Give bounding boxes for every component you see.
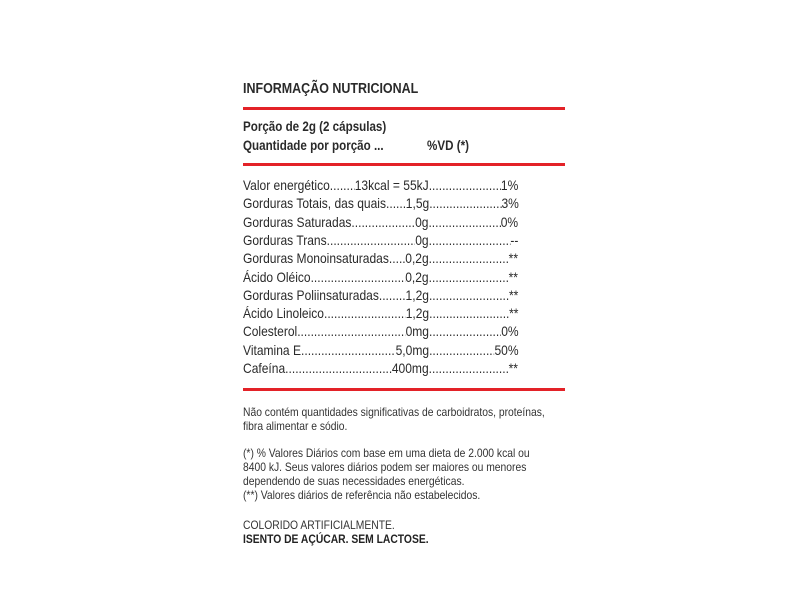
leader-dots (429, 287, 509, 303)
colorant-note: COLORIDO ARTIFICIALMENTE. (243, 518, 395, 532)
leader-dots (389, 250, 405, 266)
leader-dots (386, 195, 406, 211)
nutrient-vd: 3% (501, 195, 519, 212)
leader-dots (327, 232, 416, 248)
leader-dots (429, 250, 509, 266)
nutrient-row (243, 232, 565, 250)
nutrient-vd: 0% (500, 213, 519, 230)
nutrient-vd: 50% (494, 341, 519, 358)
nutrient-name: Gorduras Monoinsaturadas (243, 250, 389, 267)
note-line: Não contém quantidades significativas de carboidratos, proteínas, (243, 405, 545, 419)
nutrient-amount: 0mg (405, 323, 429, 340)
leader-dots (429, 305, 509, 321)
daily-values-note (243, 446, 570, 502)
leader-dots (330, 177, 355, 193)
not-significant-note (243, 405, 570, 433)
leader-dots (429, 360, 509, 376)
nutrient-vd: 0% (501, 323, 519, 340)
leader-dots (311, 269, 406, 285)
note-line: (*) % Valores Diários com base em uma dieta de 2.000 kcal ou (243, 446, 530, 460)
nutrient-row (243, 195, 565, 213)
nutrient-name: Ácido Oléico (243, 268, 311, 285)
nutrient-row (243, 250, 565, 268)
middle-red-rule (243, 163, 565, 166)
leader-dots (429, 342, 494, 358)
nutrient-row (243, 305, 565, 323)
label-footer (243, 518, 570, 546)
nutrient-row (243, 323, 565, 341)
leader-dots (429, 323, 501, 339)
nutrient-name: Ácido Linoleico (243, 305, 324, 322)
nutrient-row (243, 360, 565, 378)
leader-dots (428, 214, 500, 230)
vd-header: %VD (*) (427, 138, 469, 153)
nutrient-vd: ** (508, 286, 519, 303)
nutrient-vd: ** (509, 305, 519, 322)
leader-dots (429, 269, 509, 285)
nutrient-name: Gorduras Trans (243, 231, 327, 248)
nutrient-amount: 0g (415, 213, 429, 230)
note-line: 8400 kJ. Seus valores diários podem ser maiores ou menores (243, 460, 527, 474)
leader-dots (379, 287, 406, 303)
nutrient-amount: 0,2g (405, 250, 429, 267)
nutrient-vd: ** (508, 268, 518, 285)
nutrient-amount: 400mg (391, 360, 429, 376)
note-line: (**) Valores diários de referência não estabelecidos. (243, 488, 481, 502)
nutrient-amount: 5,0mg (395, 341, 430, 358)
leader-dots (429, 232, 511, 248)
nutrient-row (243, 287, 565, 305)
quantity-per-serving-row (243, 138, 469, 153)
serving-size: Porção de 2g (2 cápsulas) (243, 119, 387, 134)
nutrient-row (243, 269, 565, 287)
nutrient-amount: 0,2g (405, 268, 429, 285)
nutrient-vd: ** (508, 360, 518, 376)
nutrient-name: Colesterol (243, 323, 298, 340)
nutrient-amount: 0g (415, 231, 429, 248)
nutrient-row (243, 342, 565, 360)
nutrient-name: Valor energético (243, 177, 330, 193)
leader-dots (297, 323, 405, 339)
nutrient-vd: ** (508, 250, 519, 267)
note-line: dependendo de suas necessidades energéticas. (243, 474, 465, 488)
nutrient-name: Vitamina E (243, 341, 302, 358)
leader-dots (285, 360, 392, 376)
nutrition-title: INFORMAÇÃO NUTRICIONAL (243, 81, 419, 97)
nutrient-vd: -- (510, 231, 519, 248)
nutrient-name: Cafeína (243, 360, 286, 376)
top-red-rule (243, 107, 565, 110)
nutrient-amount: 13kcal = 55kJ (354, 177, 429, 193)
nutrient-amount: 1,5g (405, 195, 430, 212)
bottom-red-rule (243, 388, 565, 391)
nutrient-amount: 1,2g (405, 286, 429, 303)
nutrient-name: Gorduras Poliinsaturadas (243, 286, 379, 303)
note-line: fibra alimentar e sódio. (243, 419, 348, 433)
leader-dots (429, 177, 501, 193)
nutrient-name: Gorduras Saturadas (243, 213, 352, 230)
nutrient-row (243, 214, 565, 232)
quantity-per-serving-label: Quantidade por porção ... (243, 138, 384, 153)
nutrient-name: Gorduras Totais, das quais (243, 195, 387, 212)
nutrient-vd: 1% (500, 177, 519, 193)
leader-dots (429, 195, 501, 211)
leader-dots (351, 214, 415, 230)
leader-dots (301, 342, 396, 358)
nutrient-row (243, 177, 565, 195)
sugar-free-note: ISENTO DE AÇÚCAR. SEM LACTOSE. (243, 532, 429, 546)
nutrient-amount: 1,2g (405, 305, 430, 322)
leader-dots (324, 305, 406, 321)
